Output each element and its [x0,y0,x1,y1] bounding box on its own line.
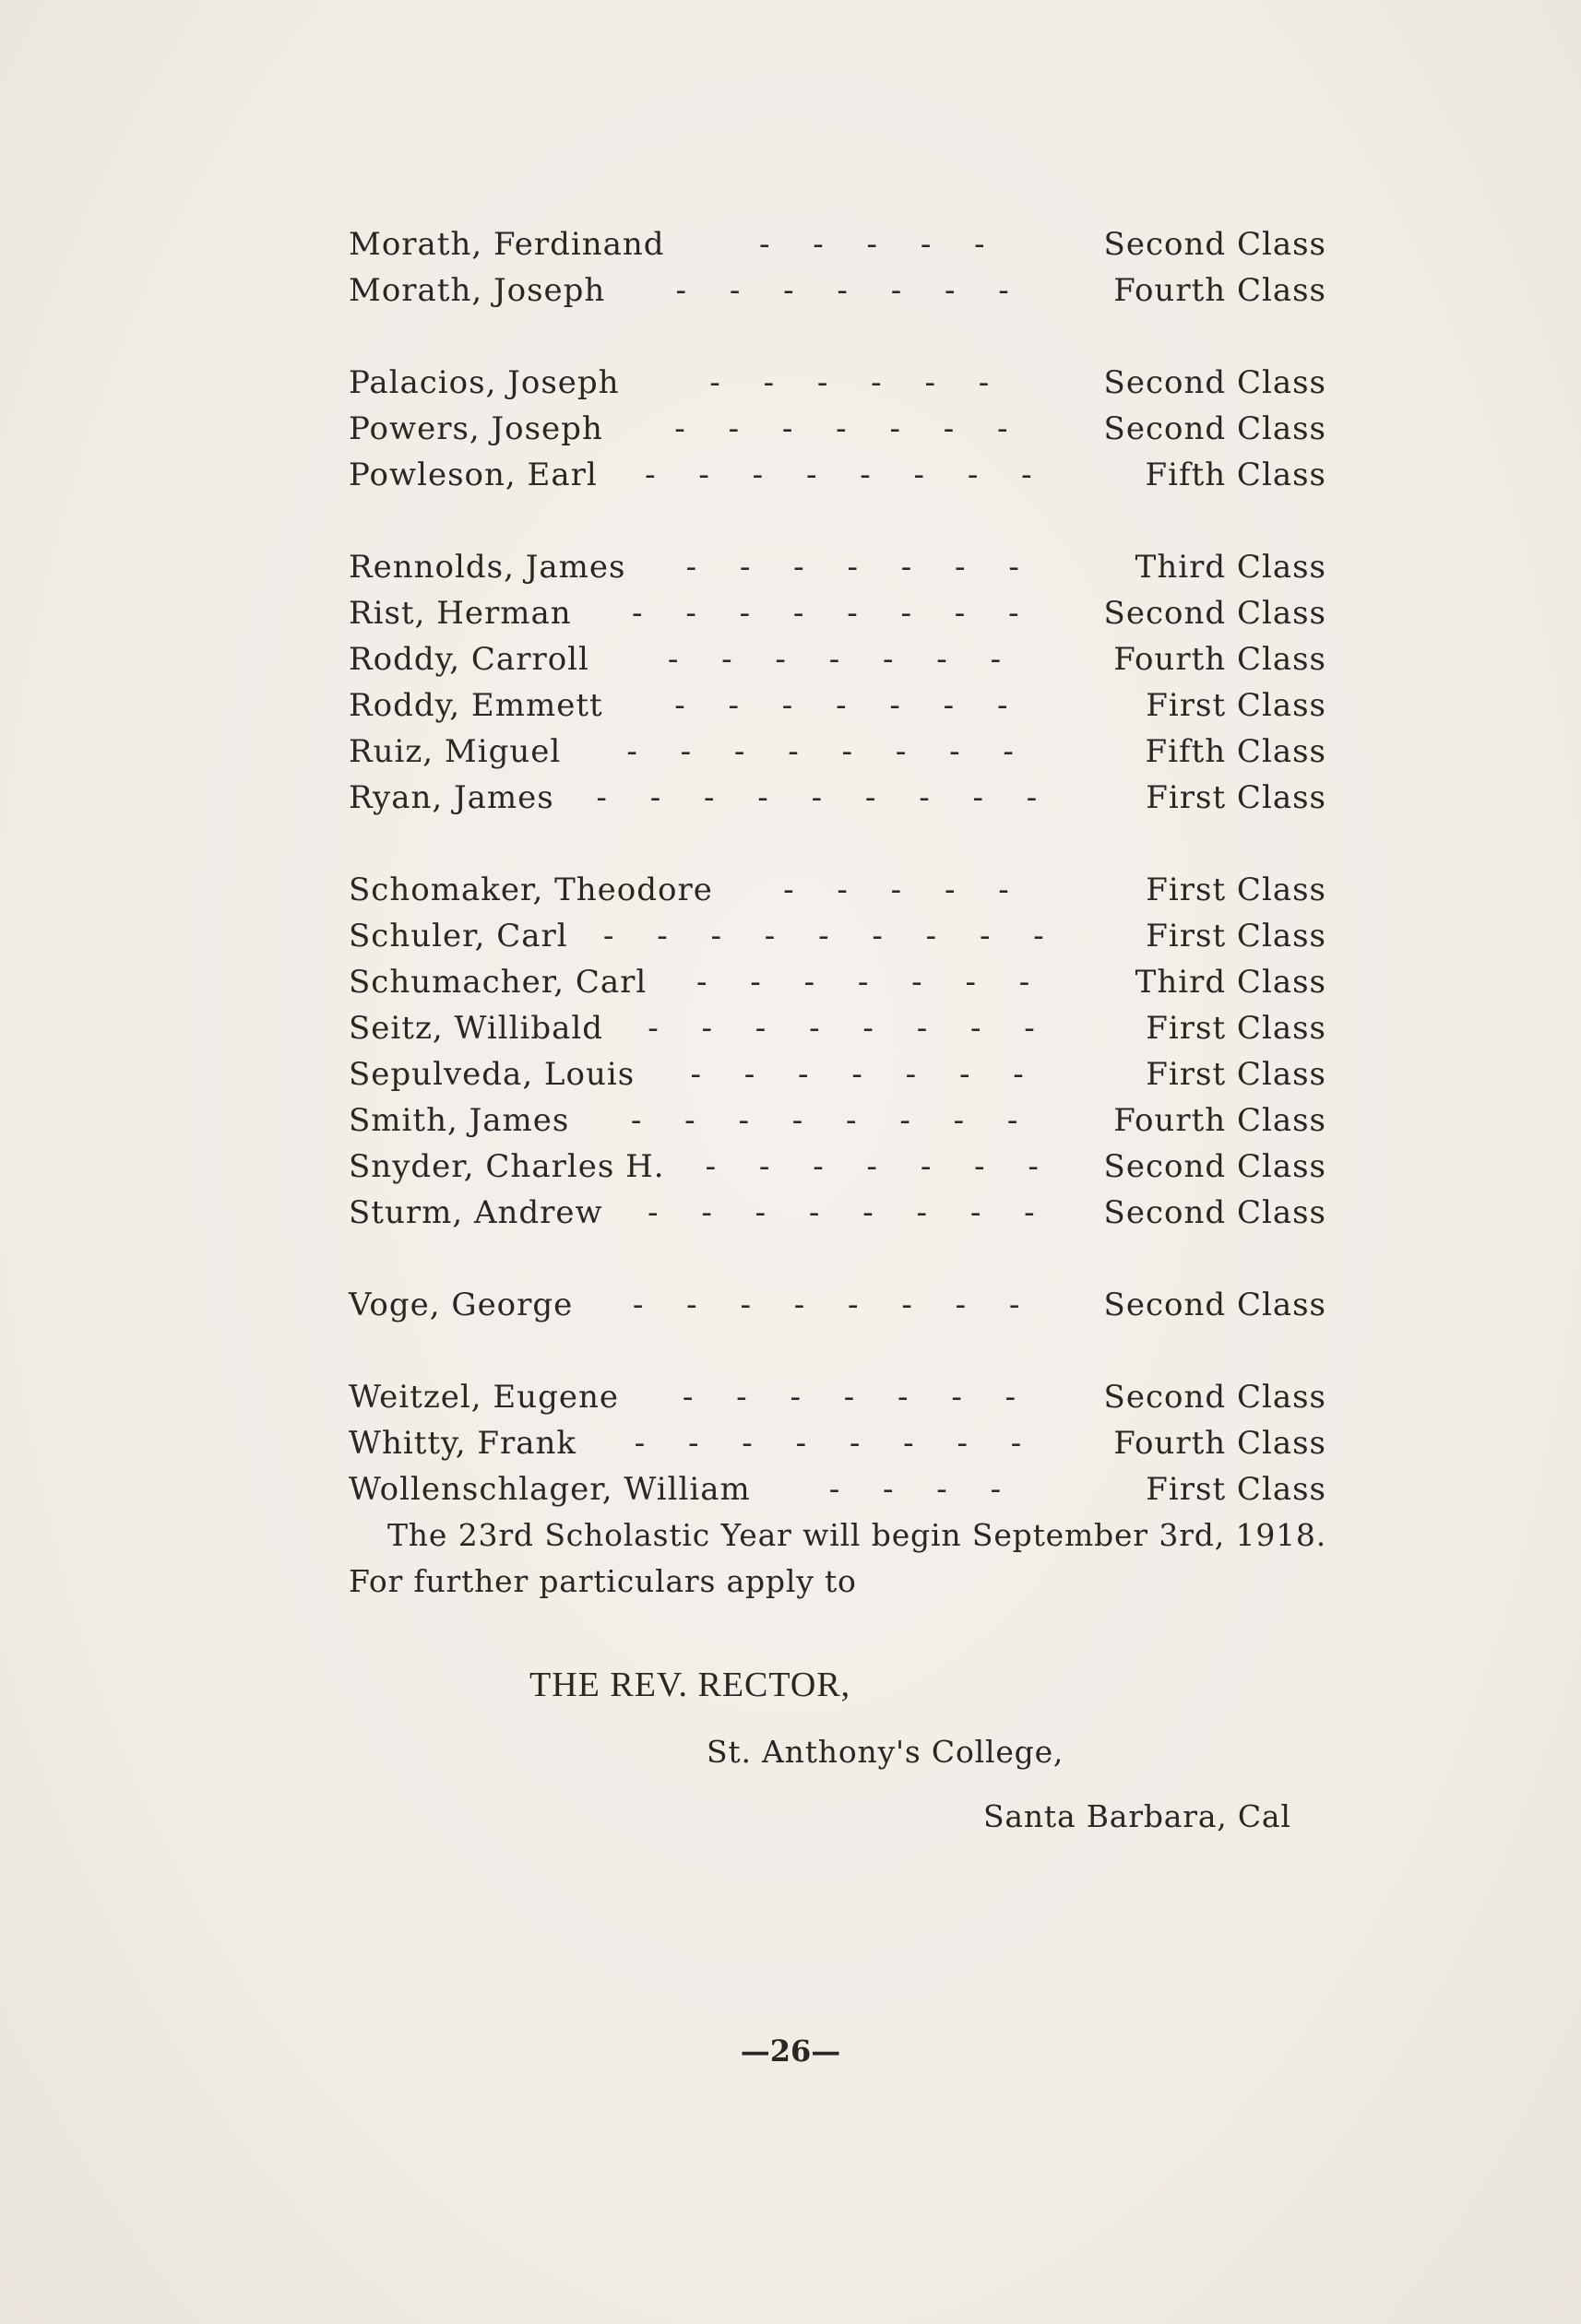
roster-row [349,1102,1326,1148]
roster-group [349,226,1326,318]
dash-leader: - - - - - - - - [630,1102,1035,1139]
student-name: Powers, Joseph [349,410,603,447]
roster-row [349,1425,1326,1471]
dash-leader: - - - - - [783,872,1026,908]
dash-leader: - - - - - - - [695,964,1047,1001]
roster-row [349,226,1326,272]
dash-leader: - - - - - - - - [648,1194,1052,1231]
dash-leader: - - - - - - - - [634,1425,1039,1462]
roster-row [349,687,1326,733]
student-class: First Class [1146,918,1326,954]
dash-leader: - - - - - - - - [626,733,1030,770]
student-name: Roddy, Carroll [349,641,589,678]
dash-leader: - - - - - - - [667,641,1018,678]
student-roster [349,226,1326,1517]
roster-group [349,872,1326,1240]
roster-row [349,918,1326,964]
dash-leader: - - - - - - - - [648,1010,1052,1047]
roster-group [349,1286,1326,1333]
roster-row [349,456,1326,503]
dash-leader: - - - - - - - [705,1148,1055,1185]
student-name: Powleson, Earl [349,456,598,493]
student-class: First Class [1146,1056,1326,1093]
student-class: Second Class [1103,226,1326,263]
student-class: Fourth Class [1113,1425,1326,1462]
student-name: Ryan, James [349,779,554,816]
roster-row [349,1148,1326,1194]
student-class: Second Class [1103,595,1326,632]
student-class: First Class [1146,687,1326,724]
dash-leader: - - - - - - - [675,272,1026,309]
college-line: St. Anthony's College, [707,1734,1064,1770]
student-name: Wollenschlager, William [349,1471,751,1508]
student-name: Weitzel, Eugene [349,1379,619,1416]
dash-leader: - - - - - - [709,364,1006,401]
roster-row [349,733,1326,779]
roster-row [349,272,1326,318]
roster-group [349,549,1326,825]
student-class: Second Class [1103,410,1326,447]
scholastic-year-notice: The 23rd Scholastic Year will begin September 3rd, 1918. For further particulars apply to [349,1517,1326,1599]
dash-leader: - - - - [828,1471,1018,1508]
student-class: First Class [1146,1010,1326,1047]
roster-row [349,1286,1326,1333]
roster-row [349,1379,1326,1425]
student-class: Second Class [1103,1194,1326,1231]
student-name: Snyder, Charles H. [349,1148,665,1185]
student-class: Fifth Class [1145,456,1326,493]
student-class: First Class [1146,1471,1326,1508]
roster-row [349,641,1326,687]
student-class: Third Class [1135,964,1326,1001]
student-name: Smith, James [349,1102,570,1139]
student-class: First Class [1146,779,1326,816]
dash-leader: - - - - - - - - [632,595,1036,632]
student-class: Fourth Class [1113,641,1326,678]
dash-leader: - - - - - - - [682,1379,1033,1416]
roster-group [349,364,1326,503]
student-class: Second Class [1103,1286,1326,1323]
student-name: Rennolds, James [349,549,626,586]
dash-leader: - - - - - - - [690,1056,1040,1093]
student-name: Morath, Ferdinand [349,226,665,263]
dash-leader: - - - - - - - - - [602,918,1061,954]
student-class: Second Class [1103,1379,1326,1416]
student-class: Third Class [1135,549,1326,586]
student-name: Palacios, Joseph [349,364,620,401]
roster-row [349,779,1326,825]
student-name: Sepulveda, Louis [349,1056,636,1093]
roster-row [349,364,1326,410]
roster-row [349,549,1326,595]
dash-leader: - - - - - - - [674,687,1025,724]
roster-group [349,1379,1326,1517]
student-class: First Class [1146,872,1326,908]
student-name: Sturm, Andrew [349,1194,603,1231]
student-name: Ruiz, Miguel [349,733,562,770]
roster-row [349,964,1326,1010]
dash-leader: - - - - - - - - [645,456,1049,493]
page-number: —26— [740,2034,841,2069]
dash-leader: - - - - - - - [674,410,1025,447]
student-class: Fourth Class [1113,1102,1326,1139]
student-name: Roddy, Emmett [349,687,603,724]
dash-leader: - - - - - [758,226,1002,263]
dash-leader: - - - - - - - - [632,1286,1037,1323]
student-name: Morath, Joseph [349,272,606,309]
student-name: Whitty, Frank [349,1425,577,1462]
student-name: Schumacher, Carl [349,964,648,1001]
roster-row [349,595,1326,641]
student-name: Schuler, Carl [349,918,568,954]
city-line: Santa Barbara, Cal [983,1798,1291,1834]
student-class: Second Class [1103,364,1326,401]
roster-row [349,1471,1326,1517]
roster-row [349,872,1326,918]
student-class: Fifth Class [1145,733,1326,770]
roster-row [349,410,1326,456]
student-name: Seitz, Willibald [349,1010,603,1047]
student-name: Schomaker, Theodore [349,872,713,908]
student-class: Fourth Class [1113,272,1326,309]
student-class: Second Class [1103,1148,1326,1185]
rector-line: THE REV. RECTOR, [529,1666,851,1704]
student-name: Voge, George [349,1286,574,1323]
student-name: Rist, Herman [349,595,572,632]
dash-leader: - - - - - - - - - [596,779,1054,816]
roster-row [349,1194,1326,1240]
roster-row [349,1010,1326,1056]
dash-leader: - - - - - - - [685,549,1036,586]
roster-row [349,1056,1326,1102]
